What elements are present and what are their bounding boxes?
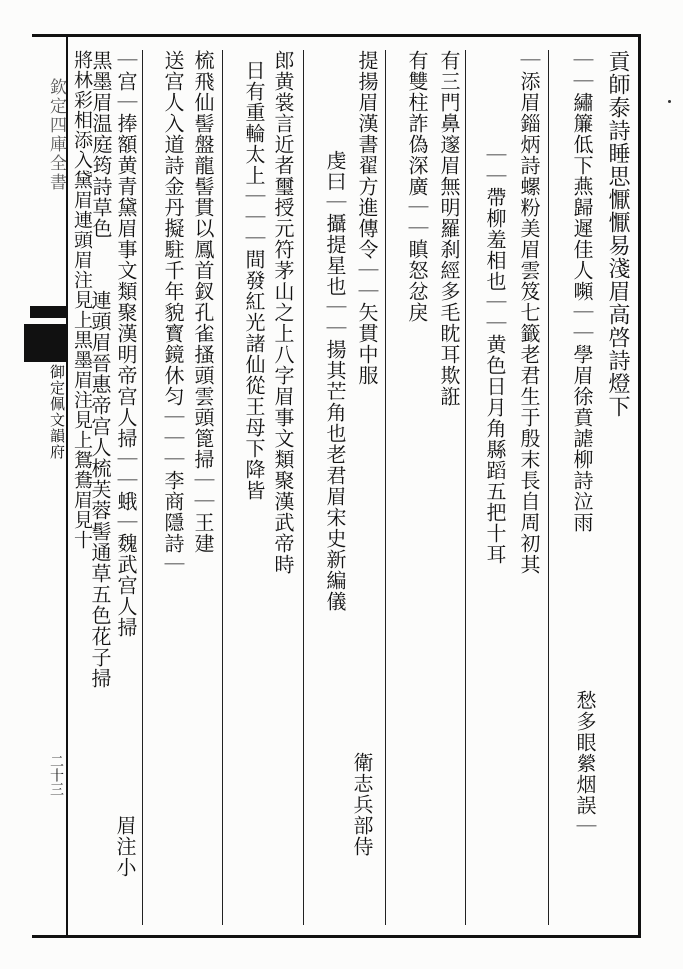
text-column: 提揚眉漢書翟方進傳令｜｜矢貫中服 (355, 50, 379, 386)
text-column: 連頭眉晉惠帝宫人梳芙蓉髻通草五色花子掃 (88, 290, 112, 689)
column-rule (385, 50, 386, 925)
text-column: ｜｜繡簾低下燕歸遲佳人嚬｜｜學眉徐賁謔柳詩泣雨 (570, 50, 594, 533)
column-rule (303, 50, 304, 925)
text-column: ｜添眉錙炳詩螺粉美眉雲笈七籤老君生于殷末長自周初其 (517, 50, 541, 575)
column-rule (142, 50, 143, 925)
ink-speck (668, 100, 671, 103)
text-column: 將林彩相添入黛眉連頭眉注見上黒墨眉注見上鴛鴦眉見十 (71, 50, 93, 550)
margin-page-number: 二十三 (48, 754, 64, 796)
text-column: ｜｜帶柳羞相也｜｜黄色日月角縣蹈五把十耳 (483, 145, 507, 565)
text-column: 有雙柱詐偽深廣｜｜瞋怒忿戾 (405, 50, 429, 323)
text-column: 虔曰｜攝提星也｜｜揚其芒角也老君眉宋史新編儀 (323, 150, 347, 612)
column-rule (548, 50, 549, 925)
margin-book-title: 御定佩文韻府 (48, 364, 66, 460)
text-column: 日有重輪太上｜｜｜間發紅光諸仙從王母下降皆 (242, 60, 266, 501)
text-column: 貢師泰詩睡思懨懨易淺眉高啓詩燈下 (605, 50, 630, 418)
text-column: 郎黄裳言近者璽授元符茅山之上八字眉事文類聚漢武帝時 (271, 50, 295, 575)
text-column: ｜宫｜捧額黄青黛眉事文類聚漢明帝宫人掃｜｜蛾｜魏武宫人掃 (114, 50, 138, 638)
margin-series-title: 欽定四庫全書 (46, 78, 66, 192)
text-column: 衛志兵部侍 (350, 752, 374, 857)
text-column: 有三門鼻邃眉無明羅刹經多毛眈耳欺誑 (437, 50, 461, 407)
text-column: 愁多眼縈烟誤｜ (573, 690, 597, 837)
text-column: 眉注小 (113, 815, 137, 878)
text-column: 梳飛仙髻盤龍髻貫以鳳首釵孔雀搔頭雲頭篦掃｜｜王建 (191, 50, 215, 554)
column-rule (222, 50, 223, 925)
text-column: 黒墨眉温庭筠詩草色 (89, 50, 113, 239)
text-column: 送宫人入道詩金丹擬駐千年貌寳鏡休匀｜｜｜李商隱詩｜ (161, 50, 185, 575)
